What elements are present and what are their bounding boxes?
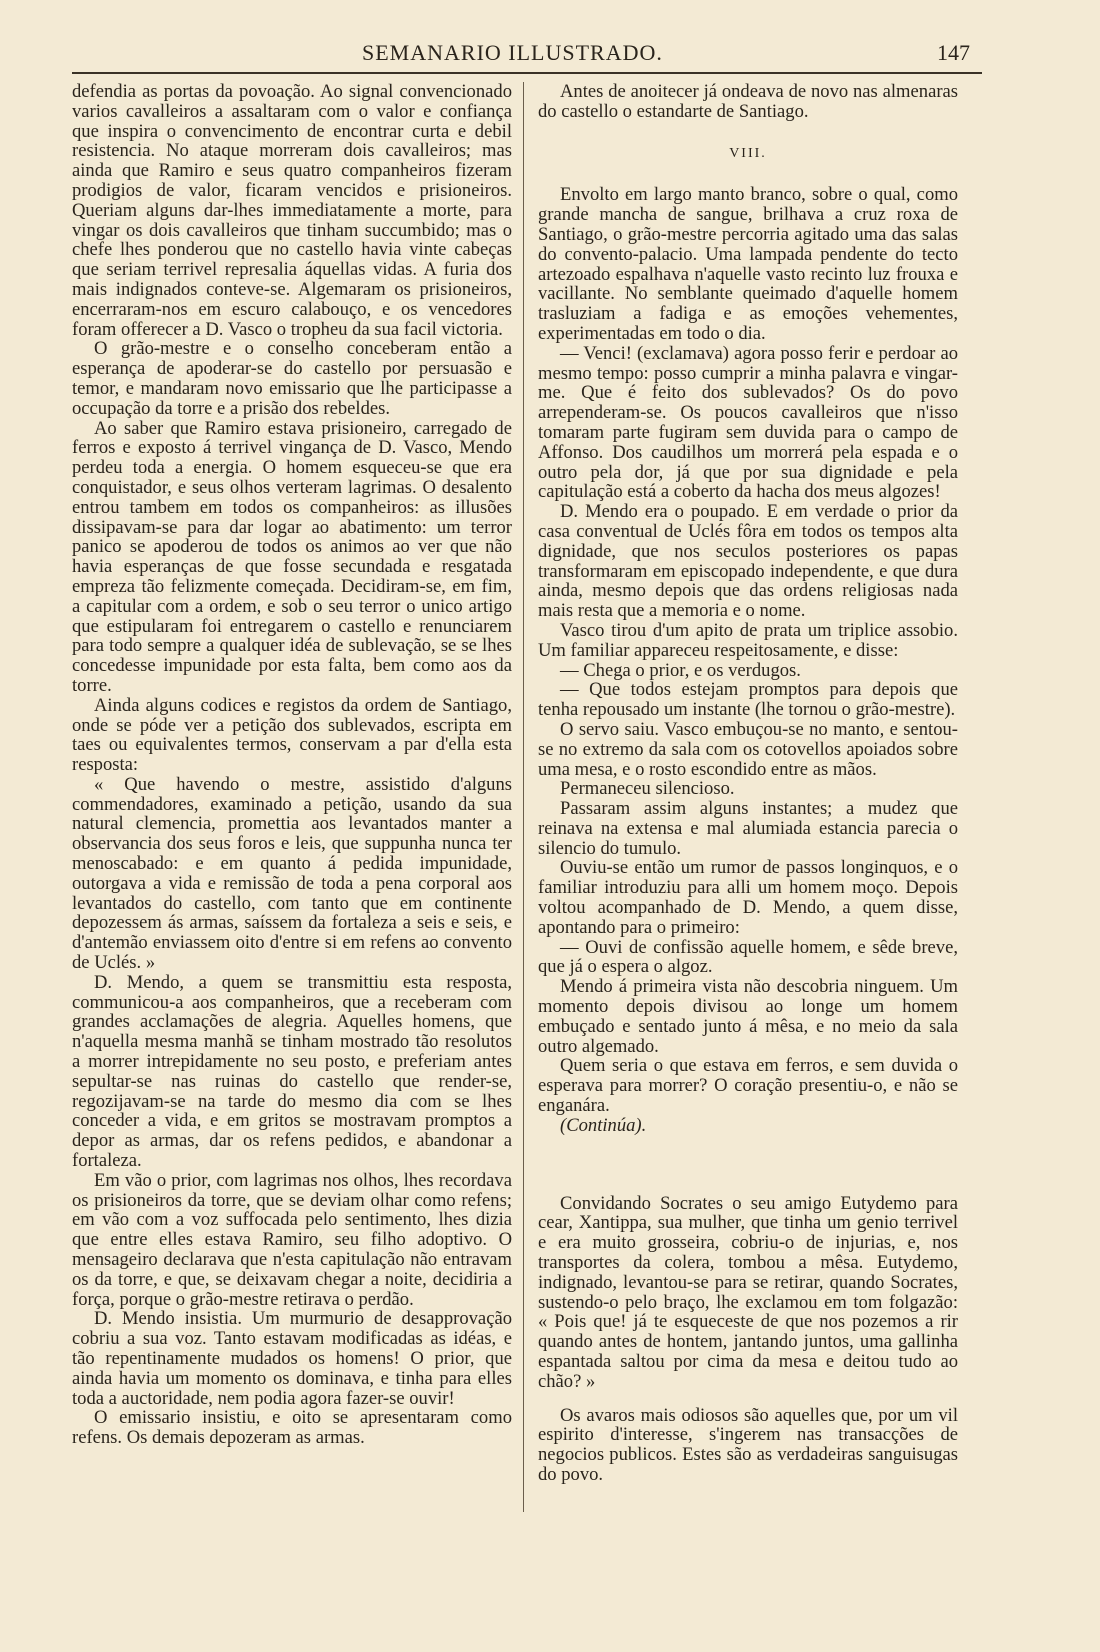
paragraph: Vasco tirou d'um apito de prata um triplice assobio. Um familiar appareceu respeitosamente, e disse: [538,619,958,661]
paragraph: D. Mendo era o poupado. E em verdade o prior da casa conventual de Uclés fôra em todos os tempos alta dignidade, que nos seculos posteriores os papas transformaram em episcopado independente, e que dura ainda, mesmo depois que das ordens religiosas nada mais resta que a memoria e o nome. [538,501,958,622]
column-divider [523,82,524,1512]
page-header [72,38,970,78]
paragraph: Mendo á primeira vista não descobria ninguem. Um momento depois divisou ao longe um homem embuçado e sentado junto á mêsa, e no meio da sala outro algemado. [538,976,958,1057]
paragraph: Antes de anoitecer já ondeava de novo nas almenaras do castello o estandarte de Santiago. [538,81,958,122]
section-gap [538,1392,958,1406]
paragraph: Passaram assim alguns instantes; a mudez que reinava na extensa e mal alumiada estancia parecia o silencio do tumulo. [538,798,958,859]
right-column [538,82,958,1485]
anecdote-socrates: Convidando Socrates o seu amigo Eutydemo para cear, Xantippa, sua mulher, que tinha um genio terrivel e era muito grosseira, cobriu-o de injurias, e, nos transportes da colera, tombou a mêsa. Eutydemo, indignado, levantou-se para se retirar, quando Socrates, sustendo-o pelo braço, lhe exclamou em tom folgazão: « Pois que! já te esqueceste de que nos pozemos a rir quando antes de hontem, jantando juntos, uma gallinha espantada saltou por cima da mesa e deitou tudo ao chão? » [538,1192,958,1392]
paragraph: Em vão o prior, com lagrimas nos olhos, lhes recordava os prisioneiros da torre, que se deviam olhar como refens; em vão com a voz suffocada pelo sentimento, lhes dizia que entre elles estava Ramiro, seu filho adoptivo. O mensageiro declarava que n'esta capitulação não entravam os da torre, e que, se deixavam chegar a noite, decidiria a força, porque o grão-mestre retirava o perdão. [72,1169,512,1310]
continua-note: (Continúa). [560,1114,647,1136]
paragraph: D. Mendo, a quem se transmittiu esta resposta, communicou-a aos companheiros, que a receberam com grandes acclamações de alegria. Aquelles homens, que n'aquella mesma manhã se tinham mostrado tão resolutos a morrer intrepidamente no seu posto, e preferiam antes sepultar-se nas ruinas do castello que render-se, regozijavam-se na tarde do mesmo dia com se lhes conceder a vida, e em gritos se mostravam promptos a depor as armas, dar os refens pedidos, e abandonar a fortaleza. [72,971,512,1172]
paragraph: Ouviu-se então um rumor de passos longinquos, e o familiar introduziu para alli um homem moço. Depois voltou acompanhado de D. Mendo, a quem disse, apontando para o primeiro: [538,857,958,938]
anecdote-avaros: Os avaros mais odiosos são aquelles que, por um vil espirito d'interesse, s'ingerem nas transacções de negocios publicos. Estes são as verdadeiras sanguisugas do povo. [538,1404,958,1485]
paragraph: defendia as portas da povoação. Ao signal convencionado varios cavalleiros a assaltaram com o valor e confiança que inspira o convencimento de encontrar curta e debil resistencia. No ataque morreram dois cavalleiros; mas ainda que Ramiro e seus quatro companheiros fizeram prodigios de valor, ficaram vencidos e prisioneiros. Queriam alguns dar-lhes immediatamente a morte, para vingar os dois cavalleiros que tinham succumbido; mas o chefe lhes ponderou que no castello havia vinte cabeças que seriam terrivel represalia áquellas vidas. A furia dos mais indignados conteve-se. Algemaram os prisioneiros, encerraram-nos em escuro calabouço, e os vencedores foram offerecer a D. Vasco o tropheu da sua facil victoria. [72,81,512,340]
section-number: VIII. [729,145,767,161]
section-gap [538,1136,958,1194]
paragraph: O emissario insistiu, e oito se apresentaram como refens. Os demais depozeram as armas. [72,1407,512,1449]
paragraph: Ao saber que Ramiro estava prisioneiro, carregado de ferros e exposto á terrivel vingança de D. Vasco, Mendo perdeu toda a energia. O homem esqueceu-se que era conquistador, e seus olhos verteram lagrimas. O desalento entrou tambem em todos os companheiros: as illusões dissipavam-se para dar logar ao abatimento: um terror panico se apoderou de todos os animos ao ver que não havia esperanças de que fosse secundada e resgatada empreza tão felizmente começada. Decidiram-se, em fim, a capitular com a ordem, e sob o seu terror o unico artigo que estipularam foi entregarem o castello e renunciarem para todo sempre a qualquer idéa de sublevação, se se lhes concedesse impunidade por esta falta, bem como aos da torre. [72,417,512,696]
header-rule [72,72,982,74]
paragraph: « Que havendo o mestre, assistido d'alguns commendadores, examinado a petição, usando da sua natural clemencia, promettia aos levantados manter a observancia dos seus foros e leis, que suppunha nunca ter menoscabado: e em quanto á pedida impunidade, outorgava a vida e remissão de toda a pena corporal aos levantados do castello, com tanto que em continente depozessem ás armas, saíssem da fortaleza a seis e seis, e d'antemão enviassem oito d'entre si em refens ao convento de Uclés. » [72,773,512,974]
paragraph: Envolto em largo manto branco, sobre o qual, como grande mancha de sangue, brilhava a cruz roxa de Santiago, o grão-mestre percorria agitado uma das salas do convento-palacio. Uma lampada pendente do tecto artezoado espalhava n'aquelle vasto recinto luz frouxa e vacillante. No semblante queimado d'aquelle homem trasluziam a fadiga e as emoções vehementes, experimentadas em todo o dia. [538,184,958,344]
paragraph: D. Mendo insistia. Um murmurio de desapprovação cobriu a sua voz. Tanto estavam modificadas as idéas, e tão repentinamente mudados os homens! O prior, que ainda havia um momento os dominava, e tinha para elles toda a auctoridade, nem podia agora fazer-se ouvir! [72,1308,512,1409]
paragraph: — Venci! (exclamava) agora posso ferir e perdoar ao mesmo tempo: posso cumprir a minha palavra e vingar-me. Que é feito dos sublevados? Os do povo arrependeram-se. Os poucos cavalleiros que n'isso tomaram parte fugiram sem duvida para o campo de Affonso. Dos caudilhos um morrerá pela espada e o outro pela dor, já que por sua dignidade e pela capitulação está a coberto da hacha dos meus algozes! [538,342,958,503]
dialogue-line: — Ouvi de confissão aquelle homem, e sêde breve, que já o espera o algoz. [538,936,958,978]
paragraph: Permaneceu silencioso. [560,778,735,800]
left-column [72,82,512,1448]
page-number: 147 [937,40,970,65]
paragraph: Quem seria o que estava em ferros, e sem duvida o esperava para morrer? O coração presentiu-o, e não se enganára. [538,1055,958,1117]
running-title: SEMANARIO ILLUSTRADO. [362,40,663,65]
paragraph: Ainda alguns codices e registos da ordem de Santiago, onde se póde ver a petição dos sublevados, escripta em taes ou equivalentes termos, conservam a par d'ella esta resposta: [72,694,512,776]
dialogue-line: — Chega o prior, e os verdugos. [560,659,801,681]
paragraph: O grão-mestre e o conselho conceberam então a esperança de apoderar-se do castello por persuasão e temor, e mandaram novo emissario que lhe participasse a occupação da torre e a prisão dos rebeldes. [72,338,512,419]
dialogue-line: — Que todos estejam promptos para depois que tenha repousado um instante (lhe tornou o grão-mestre). [538,679,958,721]
paragraph: O servo saiu. Vasco embuçou-se no manto, e sentou-se no extremo da sala com os cotovellos apoiados sobre uma mesa, e o rosto escondido entre as mãos. [538,718,958,780]
